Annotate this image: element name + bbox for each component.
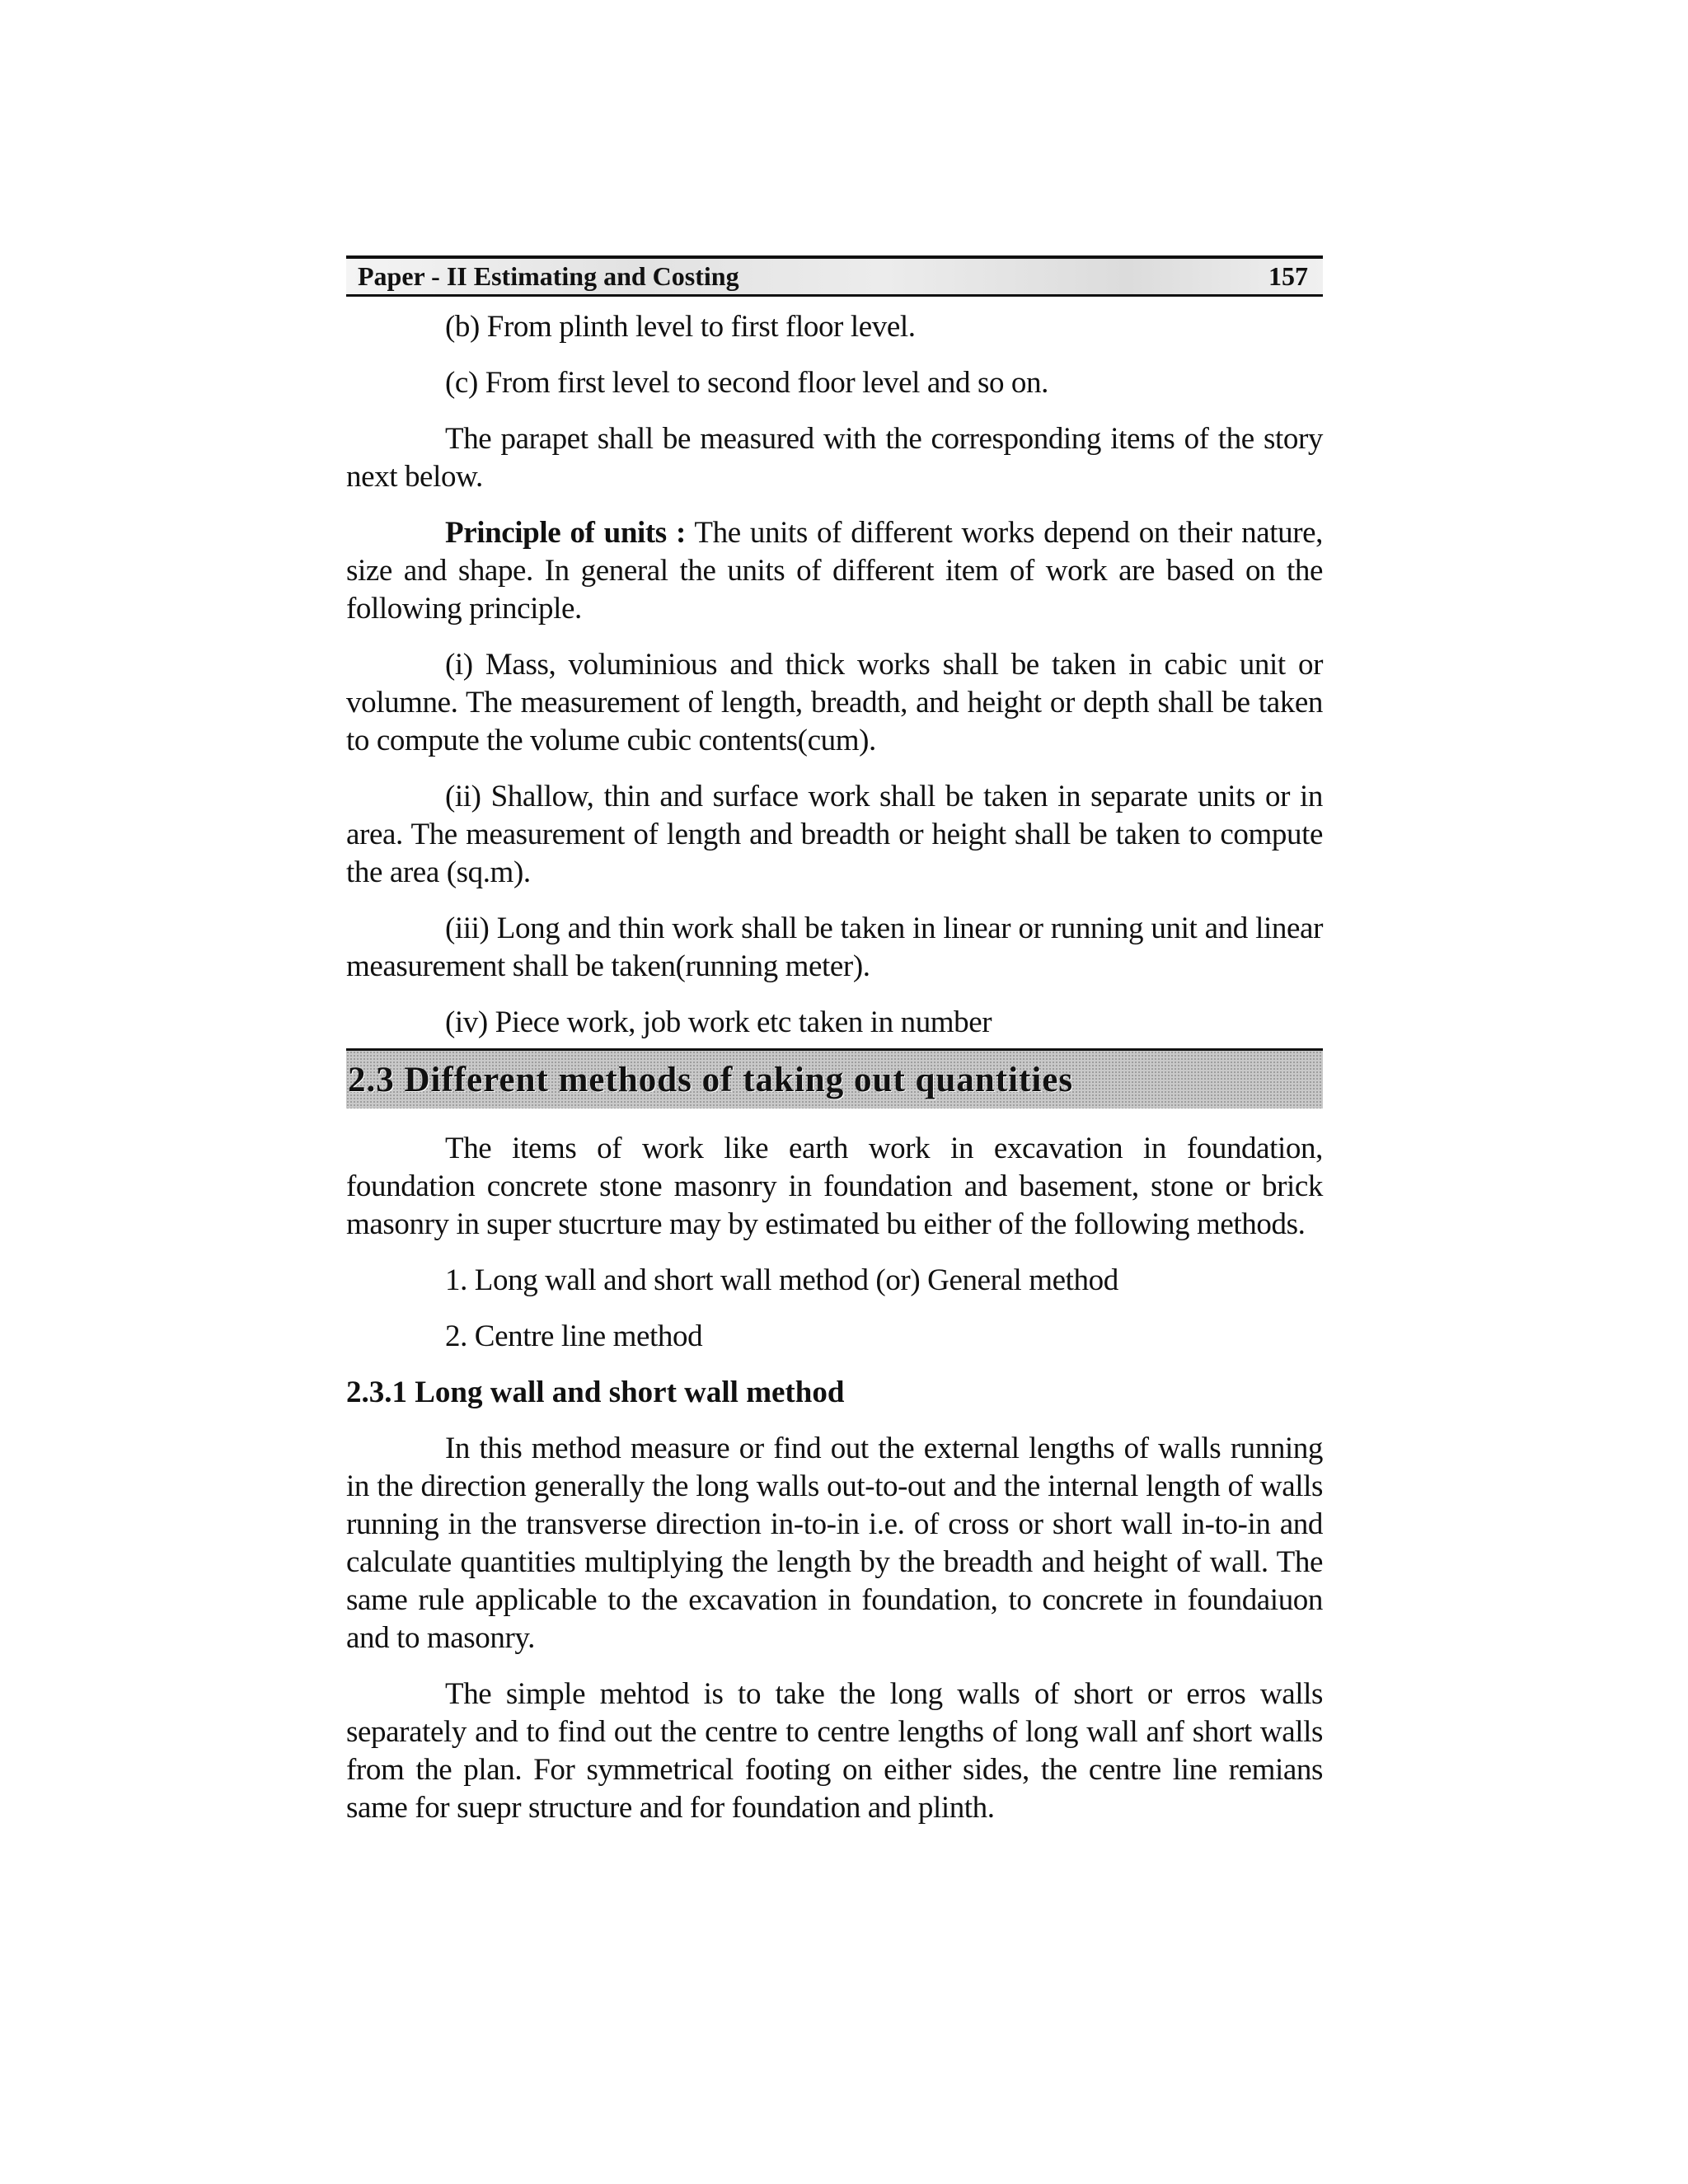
document-page <box>346 255 1323 1845</box>
principle-label: Principle of units : <box>445 516 686 550</box>
principle-item-i: (i) Mass, voluminious and thick works shall be taken in cabic unit or volumne. The measurement of length, breadth, and height or depth shall be taken to compute the volume cubic contents(cum). <box>346 648 1323 757</box>
method-item-1: 1. Long wall and short wall method (or) General method <box>445 1263 1118 1297</box>
principle-text: The units of different works depend on their nature, size and shape. In general the units of different item of work are based on the following principle. <box>346 516 1323 626</box>
principle-paragraph <box>346 514 1323 628</box>
page-number: 157 <box>1268 261 1308 291</box>
list-item-c: (c) From first level to second floor level and so on. <box>445 366 1048 400</box>
subsection-paragraph-2: The simple mehtod is to take the long walls of short or erros walls separately and to find out the centre to centre lengths of long wall anf short walls from the plan. For symmetrical footing on either sides, the centre line remians same for suepr structure and for foundation and plinth. <box>346 1677 1323 1825</box>
method-item-2: 2. Centre line method <box>445 1319 703 1353</box>
principle-item-ii: (ii) Shallow, thin and surface work shall be taken in separate units or in area. The measurement of length and breadth or height shall be taken to compute the area (sq.m). <box>346 780 1323 889</box>
section-heading-text: 2.3 Different methods of taking out quantities <box>348 1060 1074 1099</box>
subsection-paragraph-1: In this method measure or find out the external lengths of walls running in the direction generally the long walls out-to-out and the internal length of walls running in the transverse direction in-to-in i.e. of cross or short wall in-to-in and calculate quantities multiplying the length by the breadth and height of wall. The same rule applicable to the excavation in foundation, to concrete in foundaiuon and to masonry. <box>346 1432 1323 1655</box>
list-item-b: (b) From plinth level to first floor level. <box>445 310 916 344</box>
running-header <box>346 255 1323 297</box>
subsection-heading: 2.3.1 Long wall and short wall method <box>346 1376 845 1409</box>
header-title: Paper - II Estimating and Costing <box>358 261 739 291</box>
section-intro: The items of work like earth work in excavation in foundation, foundation concrete stone masonry in foundation and basement, stone or brick masonry in super stucrture may by estimated bu either of the following methods. <box>346 1132 1323 1241</box>
principle-item-iii: (iii) Long and thin work shall be taken in linear or running unit and linear measurement shall be taken(running meter). <box>346 912 1323 983</box>
page-content <box>346 308 1323 1827</box>
section-heading <box>346 1048 1323 1108</box>
principle-item-iv: (iv) Piece work, job work etc taken in number <box>445 1005 992 1039</box>
parapet-paragraph: The parapet shall be measured with the corresponding items of the story next below. <box>346 422 1323 494</box>
